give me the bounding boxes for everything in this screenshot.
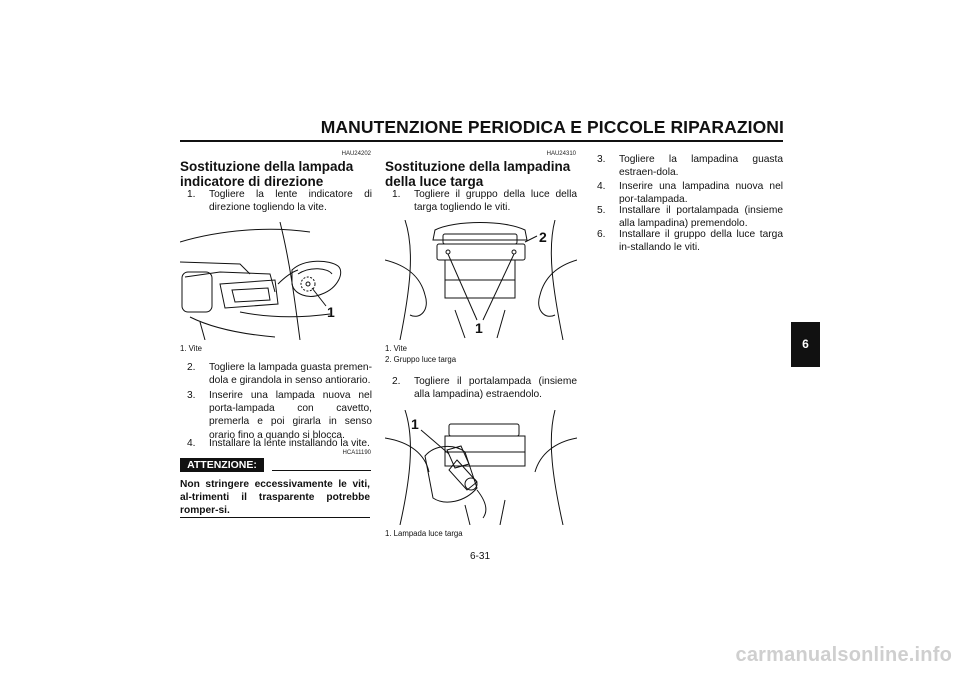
bulb-socket-figure: [385, 410, 577, 525]
step-item: [187, 437, 372, 450]
step-number: 3.: [597, 154, 606, 165]
header-rule: [180, 140, 783, 142]
figure-caption: 1. Vite: [385, 344, 407, 353]
section-title: [180, 159, 380, 189]
figure-callout: 1: [411, 416, 419, 432]
page-number: 6-31: [469, 551, 490, 562]
section-title: [385, 159, 585, 189]
section-title-line: della luce targa: [385, 174, 484, 189]
step-number: 4.: [187, 438, 196, 449]
step-number: 1.: [392, 189, 401, 200]
turn-signal-figure: [180, 222, 372, 340]
step-number: 1.: [187, 189, 196, 200]
attention-line: [272, 470, 371, 471]
step-text: Togliere la lampadina guasta estraen-dola.: [619, 154, 783, 179]
step-text: Installare il gruppo della luce targa in-stallando le viti.: [619, 229, 783, 254]
step-item: [392, 188, 577, 214]
figure-callout: 2: [539, 229, 547, 245]
step-number: 5.: [597, 205, 606, 216]
attention-rule: [180, 517, 370, 518]
section-title-line: Sostituzione della lampada: [180, 159, 354, 174]
figure-caption: 2. Gruppo luce targa: [385, 355, 457, 364]
step-item: [187, 389, 372, 442]
figure-callout: 1: [475, 320, 483, 336]
step-text: Togliere il portalampada (insieme alla lampadina) estraendolo.: [414, 376, 577, 401]
step-number: 4.: [597, 181, 606, 192]
step-item: [597, 180, 783, 206]
chapter-tab: 6: [791, 322, 820, 367]
step-text: Togliere la lampada guasta premen-dola e girandola in senso antiorario.: [209, 362, 372, 387]
step-number: 6.: [597, 229, 606, 240]
section-title-line: indicatore di direzione: [180, 174, 324, 189]
step-item: [597, 228, 783, 254]
section-code: HAU24310: [546, 151, 576, 157]
step-text: Togliere il gruppo della luce della targa togliendo le viti.: [414, 189, 577, 214]
figure-callout: 1: [327, 304, 335, 320]
watermark-text: carmanualsonline.info: [735, 644, 952, 666]
caution-code: HCA11190: [342, 450, 371, 456]
figure-caption: 1. Vite: [180, 344, 202, 353]
page-header-title: MANUTENZIONE PERIODICA E PICCOLE RIPARAZIONI: [320, 117, 784, 137]
step-text: Installare il portalampada (insieme alla lampadina) premendolo.: [619, 205, 783, 230]
step-item: [597, 204, 783, 230]
step-item: [187, 361, 372, 387]
step-text: Togliere la lente indicatore di direzione togliendo la vite.: [209, 189, 372, 214]
attention-label: ATTENZIONE:: [180, 458, 264, 472]
section-title-line: Sostituzione della lampadina: [385, 159, 571, 174]
step-number: 3.: [187, 390, 196, 401]
step-number: 2.: [392, 376, 401, 387]
figure-caption: 1. Lampada luce targa: [385, 529, 463, 538]
step-item: [392, 375, 577, 401]
step-text: Inserire una lampada nuova nel porta-lampada con cavetto, premerla e poi girarla in senso orario fino a quando si blocca.: [209, 390, 372, 441]
step-item: [187, 188, 372, 214]
section-code: HAU24202: [341, 151, 371, 157]
license-light-figure: [385, 220, 577, 340]
step-number: 2.: [187, 362, 196, 373]
step-item: [597, 153, 783, 179]
step-text: Inserire una lampadina nuova nel por-talampada.: [619, 181, 783, 206]
attention-text: Non stringere eccessivamente le viti, al-trimenti il trasparente potrebbe romper-si.: [180, 479, 370, 517]
step-text: Installare la lente installando la vite.: [209, 438, 370, 449]
